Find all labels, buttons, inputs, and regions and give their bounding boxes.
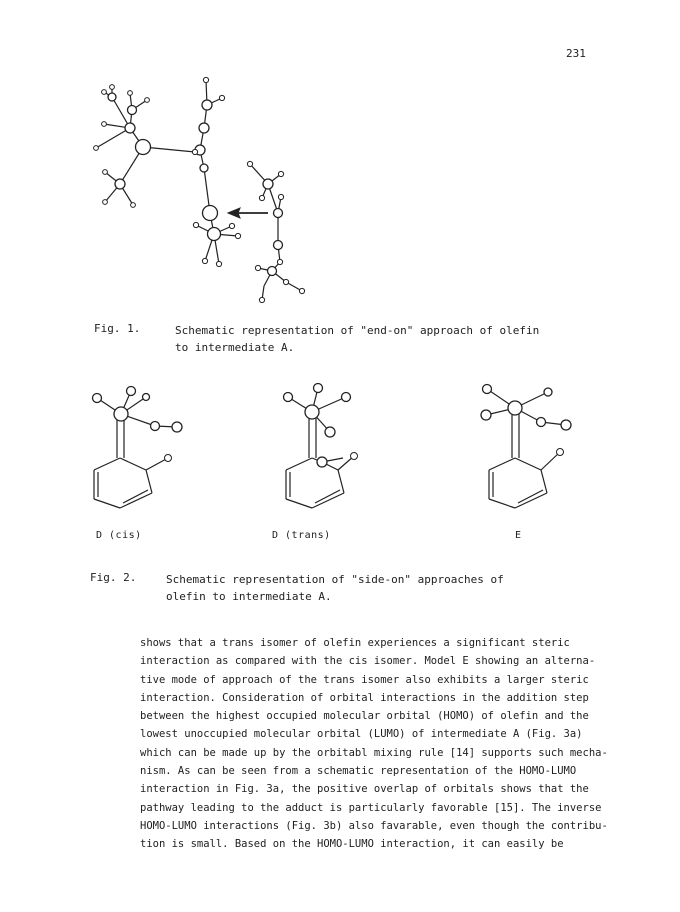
body-paragraph: [140, 634, 608, 854]
body-line: shows that a trans isomer of olefin experiences a significant steric: [140, 637, 570, 649]
figure-1-caption-line: to intermediate A.: [175, 341, 295, 354]
body-line: HOMO-LUMO interactions (Fig. 3b) also favarable, even though the contribu-: [140, 819, 608, 832]
figure-2-caption-line: olefin to intermediate A.: [166, 590, 332, 603]
body-line: tive mode of approach of the trans isomer also exhibits a larger steric: [140, 673, 589, 686]
fig2-model-e: [481, 385, 571, 509]
model-label-e: E: [515, 530, 522, 541]
fig2-model-d-trans: [284, 384, 358, 509]
page-number: 231: [566, 47, 586, 60]
body-line: lowest unoccupied molecular orbital (LUMO) of intermediate A (Fig. 3a): [140, 728, 583, 741]
figure-1-caption-line: Schematic representation of "end-on" approach of olefin: [175, 324, 540, 337]
model-label-d-cis: D (cis): [96, 530, 142, 541]
model-label-d-trans: D (trans): [272, 530, 331, 541]
body-line: interaction. Consideration of orbital interactions in the addition step: [140, 691, 589, 704]
body-line: nism. As can be seen from a schematic representation of the HOMO-LUMO: [140, 765, 577, 778]
body-line: interaction in Fig. 3a, the positive overlap of orbitals shows that the: [140, 783, 589, 796]
figure-2-label: Fig. 2.: [90, 571, 137, 584]
body-line: interaction as compared with the cis isomer. Model E showing an alterna-: [140, 655, 596, 668]
body-line: which can be made up by the orbitabl mixing rule [14] supports such mecha-: [140, 746, 608, 759]
figure-2-caption: [166, 571, 504, 605]
figure-2-caption-line: Schematic representation of "side-on" approaches of: [166, 573, 504, 586]
body-line: between the highest occupied molecular orbital (HOMO) of olefin and the: [140, 710, 589, 723]
fig2-model-d-cis: [93, 387, 183, 509]
body-line: tion is small. Based on the HOMO-LUMO interaction, it can easily be: [140, 838, 564, 851]
figure-1-label: Fig. 1.: [94, 322, 141, 335]
body-line: pathway leading to the adduct is particularly favorable [15]. The inverse: [140, 801, 602, 814]
